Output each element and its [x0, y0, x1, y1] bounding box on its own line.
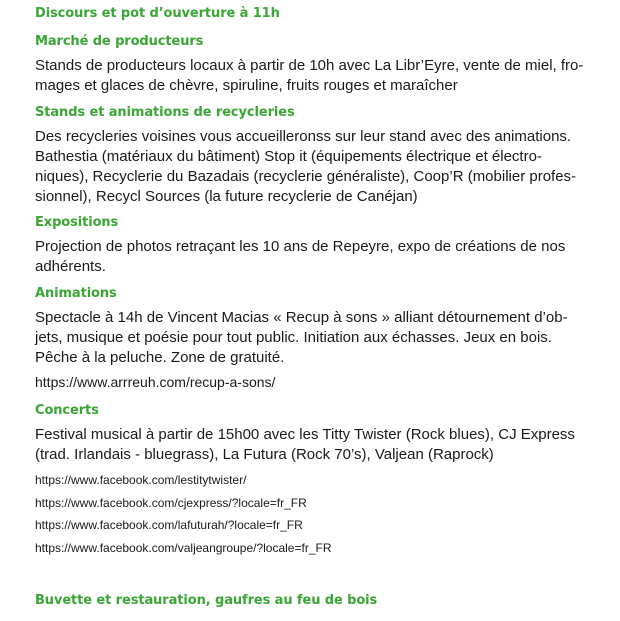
text-line: Projection de photos retraçant les 10 ans de Repeyre, expo de créations de nos [35, 238, 566, 255]
link-la-futura[interactable]: https://www.facebook.com/lafuturah/?locale=fr_FR [35, 518, 303, 532]
heading-concerts: Concerts [35, 403, 99, 418]
heading-stands: Stands et animations de recycleries [35, 105, 295, 120]
text-line: (trad. Irlandais - bluegrass), La Futura (Rock 70’s), Valjean (Raprock) [35, 446, 494, 463]
text-line: Festival musical à partir de 15h00 avec les Titty Twister (Rock blues), CJ Express [35, 426, 575, 443]
paragraph-stands [35, 127, 595, 207]
paragraph-marche [35, 56, 595, 96]
paragraph-expositions [35, 237, 595, 277]
link-valjean[interactable]: https://www.facebook.com/valjeangroupe/?locale=fr_FR [35, 541, 332, 555]
text-line: adhérents. [35, 258, 106, 275]
text-line: Des recycleries voisines vous accueilleronss sur leur stand avec des animations. [35, 128, 572, 145]
text-line: Bathestia (matériaux du bâtiment) Stop it (équipements électrique et électro- [35, 148, 542, 165]
text-line: mages et glaces de chèvre, spiruline, fruits rouges et maraîcher [35, 77, 458, 94]
link-cj-express[interactable]: https://www.facebook.com/cjexpress/?locale=fr_FR [35, 496, 307, 510]
heading-marche: Marché de producteurs [35, 34, 204, 49]
text-line: Pêche à la peluche. Zone de gratuité. [35, 349, 285, 366]
heading-expositions: Expositions [35, 215, 119, 230]
paragraph-animations [35, 308, 595, 368]
text-line: Spectacle à 14h de Vincent Macias « Recup à sons » alliant détournement d’ob- [35, 309, 568, 326]
text-line: sionnel), Recycl Sources (la future recyclerie de Canéjan) [35, 188, 418, 205]
paragraph-concerts [35, 425, 595, 465]
text-line: jets, musique et poésie pour tout public. Initiation aux échasses. Jeux en bois. [35, 329, 552, 346]
heading-animations: Animations [35, 286, 117, 301]
text-line: Stands de producteurs locaux à partir de 10h avec La Libr’Eyre, vente de miel, fro- [35, 57, 584, 74]
heading-buvette: Buvette et restauration, gaufres au feu de bois [35, 593, 378, 608]
link-recup-a-sons[interactable]: https://www.arrreuh.com/recup-a-sons/ [35, 374, 276, 390]
heading-discours: Discours et pot d’ouverture à 11h [35, 6, 280, 21]
link-titty-twister[interactable]: https://www.facebook.com/lestitytwister/ [35, 473, 247, 487]
text-line: niques), Recyclerie du Bazadais (recyclerie généraliste), Coop’R (mobilier profes- [35, 168, 577, 185]
